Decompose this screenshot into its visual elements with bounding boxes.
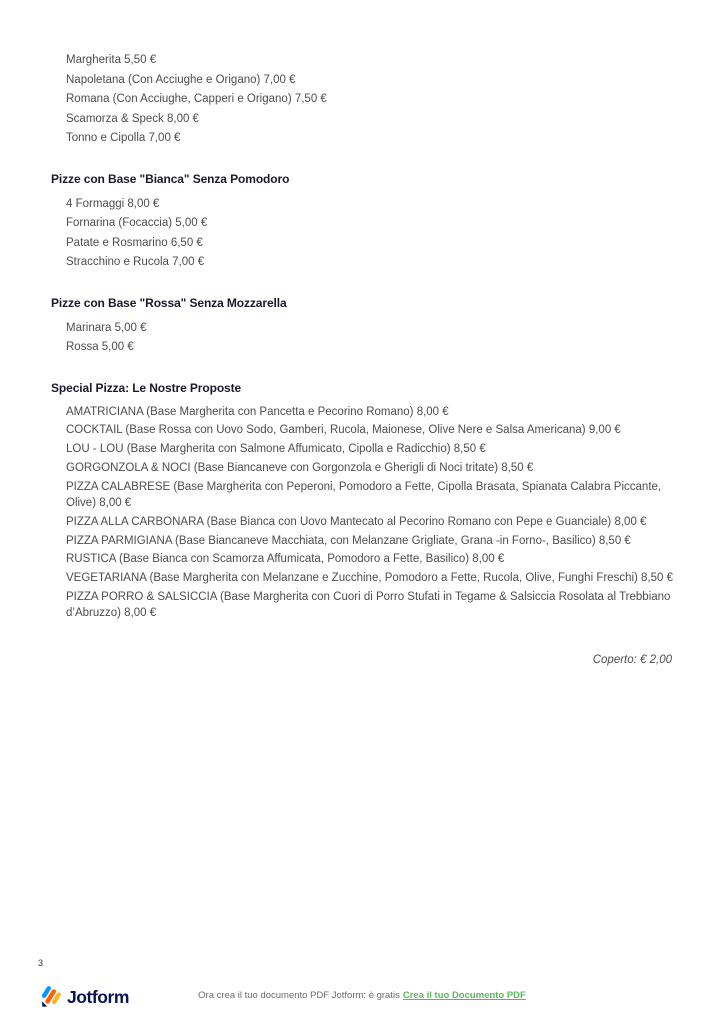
menu-section-special xyxy=(51,380,673,622)
special-item-list xyxy=(51,404,673,622)
section-item-list xyxy=(51,195,673,273)
menu-item: Scamorza & Speck 8,00 € xyxy=(66,112,199,125)
menu-item: PIZZA CALABRESE (Base Margherita con Peperoni, Pomodoro a Fette, Cipolla Brasata, Spianata Calabra Piccante, Olive) 8,00 € xyxy=(66,480,662,510)
menu-item: AMATRICIANA (Base Margherita con Pancetta e Pecorino Romano) 8,00 € xyxy=(66,405,449,418)
menu-item: RUSTICA (Base Bianca con Scamorza Affumicata, Pomodoro a Fette, Basilico) 8,00 € xyxy=(66,553,505,566)
footer xyxy=(0,986,724,1016)
menu-section-rossa xyxy=(51,295,673,358)
menu-item: COCKTAIL (Base Rossa con Uovo Sodo, Gamberi, Rucola, Maionese, Olive Nere e Salsa Americana) 9,00 € xyxy=(66,424,621,437)
menu-item: Napoletana (Con Acciughe e Origano) 7,00 € xyxy=(66,73,296,86)
menu-item: GORGONZOLA & NOCI (Base Biancaneve con Gorgonzola e Gherigli di Noci tritate) 8,50 € xyxy=(66,461,534,474)
page-number: 3 xyxy=(38,958,44,968)
menu-section-bianca xyxy=(51,171,673,273)
menu-item: Patate e Rosmarino 6,50 € xyxy=(66,236,203,249)
continued-item-list xyxy=(51,51,673,149)
jotform-logo-text: Jotform xyxy=(67,987,129,1007)
menu-item: LOU - LOU (Base Margherita con Salmone Affumicato, Cipolla e Radicchio) 8,50 € xyxy=(66,443,486,456)
menu-item: 4 Formaggi 8,00 € xyxy=(66,197,160,210)
footer-promo-text: Ora crea il tuo documento PDF Jotform: è gratis xyxy=(198,990,400,1001)
menu-item: PIZZA ALLA CARBONARA (Base Bianca con Uovo Mantecato al Pecorino Romano con Pepe e Guanciale) 8,00 € xyxy=(66,515,647,528)
menu-item: Stracchino e Rucola 7,00 € xyxy=(66,256,205,268)
create-pdf-link[interactable]: Crea il tuo Documento PDF xyxy=(402,990,526,1001)
section-heading: Pizze con Base "Rossa" Senza Mozzarella xyxy=(51,295,287,310)
section-heading: Special Pizza: Le Nostre Proposte xyxy=(51,380,242,395)
menu-item: Tonno e Cipolla 7,00 € xyxy=(66,132,181,144)
menu-item: Rossa 5,00 € xyxy=(66,341,134,353)
section-item-list xyxy=(51,319,673,358)
menu-item: PIZZA PARMIGIANA (Base Biancaneve Macchiata, con Melanzane Grigliate, Grana -in Forno-, Basilico) 8,50 € xyxy=(66,534,631,547)
section-heading: Pizze con Base "Bianca" Senza Pomodoro xyxy=(51,171,290,186)
menu-item: PIZZA PORRO & SALSICCIA (Base Margherita con Cuori di Porro Stufati in Tegame & Salsiccia Rosolata al Trebbiano d’Abruzzo) 8,00 € xyxy=(66,591,671,620)
menu-item: Fornarina (Focaccia) 5,00 € xyxy=(66,217,208,229)
menu-content xyxy=(51,51,673,666)
coperto-note: Coperto: € 2,00 xyxy=(592,653,672,666)
menu-item: Margherita 5,50 € xyxy=(66,54,157,66)
menu-section-continued xyxy=(51,51,673,149)
menu-item: VEGETARIANA (Base Margherita con Melanzane e Zucchine, Pomodoro a Fette, Rucola, Olive, Funghi Freschi) 8,50 € xyxy=(66,572,674,585)
menu-item: Marinara 5,00 € xyxy=(66,321,147,334)
footer-promo xyxy=(0,990,724,1001)
menu-item: Romana (Con Acciughe, Capperi e Origano) 7,50 € xyxy=(66,93,327,105)
